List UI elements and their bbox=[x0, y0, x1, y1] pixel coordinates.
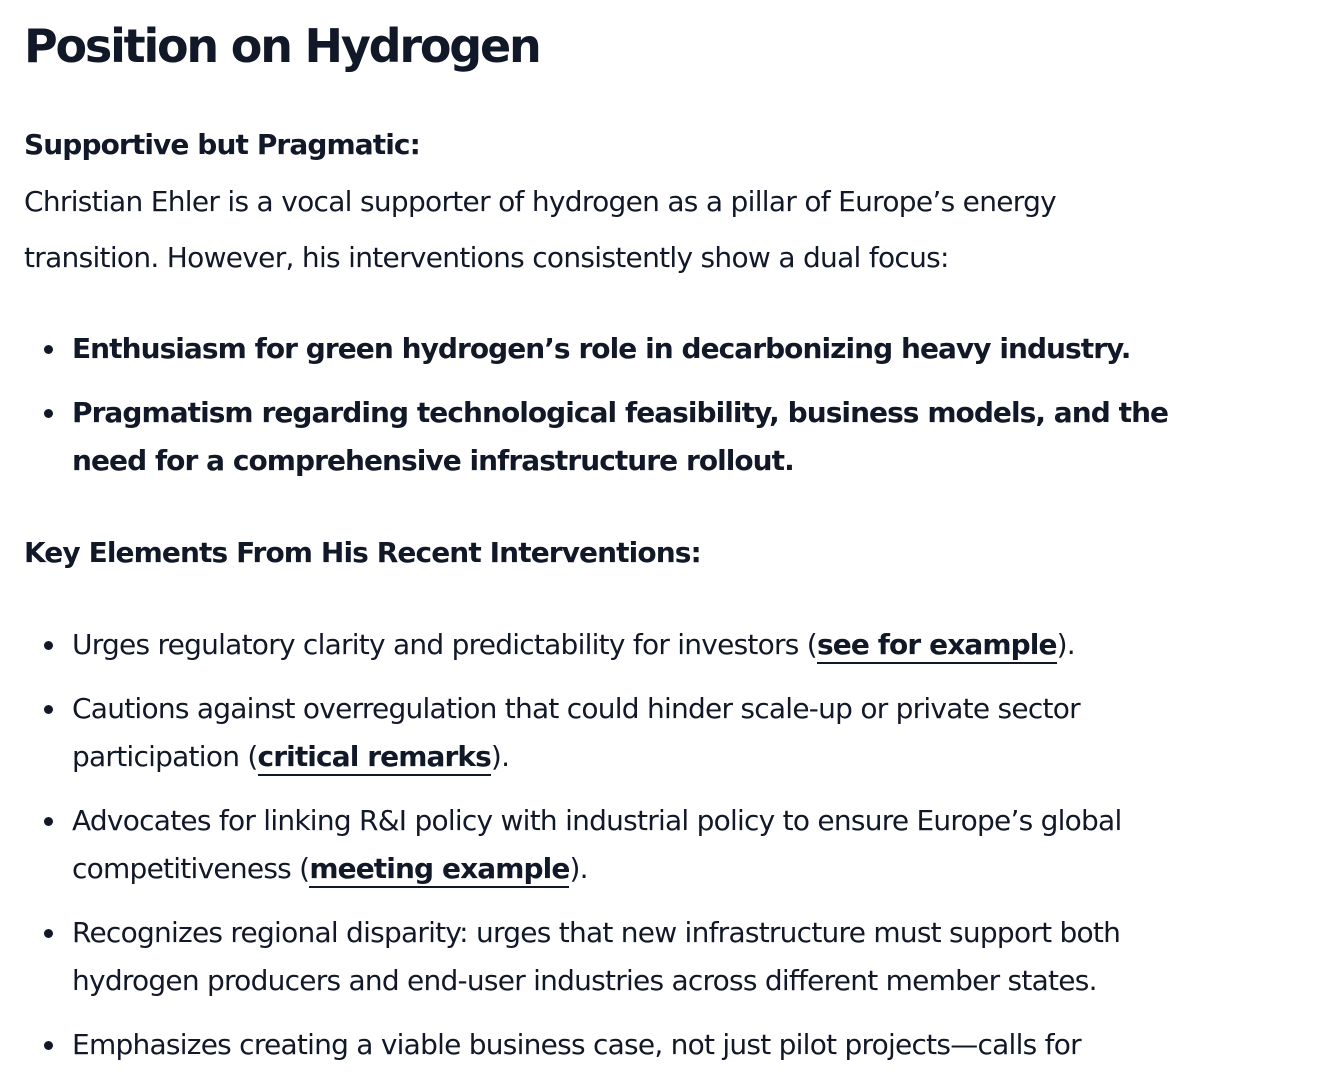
intro-paragraph bbox=[24, 174, 1204, 286]
section-heading-key-elements: Key Elements From His Recent Interventions: bbox=[24, 536, 701, 569]
see-for-example-link[interactable]: see for example bbox=[817, 628, 1057, 664]
intro-line-2: transition. However, his interventions consistently show a dual focus: bbox=[24, 241, 949, 274]
list-item: Emphasizes creating a viable business case, not just pilot projects—calls for bbox=[0, 1021, 1122, 1069]
bullet-icon bbox=[44, 641, 53, 650]
bullet-icon bbox=[44, 409, 53, 418]
bullet-icon bbox=[44, 929, 53, 938]
critical-remarks-link[interactable]: critical remarks bbox=[258, 740, 491, 776]
bullet-icon bbox=[44, 1041, 53, 1050]
list-item: Cautions against overregulation that could hinder scale-up or private sector participation (critical remarks). bbox=[0, 685, 1122, 781]
list-item: Enthusiasm for green hydrogen’s role in decarbonizing heavy industry. bbox=[0, 325, 1168, 373]
list-item: Urges regulatory clarity and predictability for investors (see for example). bbox=[0, 621, 1122, 669]
section-heading-supportive: Supportive but Pragmatic: bbox=[24, 128, 420, 161]
meeting-example-link[interactable]: meeting example bbox=[309, 852, 569, 888]
interventions-list bbox=[0, 621, 1122, 1074]
bullet-icon bbox=[44, 345, 53, 354]
list-item: Advocates for linking R&I policy with industrial policy to ensure Europe’s global competitiveness (meeting example). bbox=[0, 797, 1122, 893]
intro-line-1: Christian Ehler is a vocal supporter of hydrogen as a pillar of Europe’s energy bbox=[24, 185, 1057, 218]
dual-focus-list bbox=[0, 325, 1168, 501]
list-item: Recognizes regional disparity: urges that new infrastructure must support both hydrogen producers and end-user industries across different member states. bbox=[0, 909, 1122, 1005]
bullet-icon bbox=[44, 817, 53, 826]
page-title: Position on Hydrogen bbox=[24, 19, 540, 73]
bullet-icon bbox=[44, 705, 53, 714]
list-item: Pragmatism regarding technological feasibility, business models, and the need for a comprehensive infrastructure rollout. bbox=[0, 389, 1168, 485]
